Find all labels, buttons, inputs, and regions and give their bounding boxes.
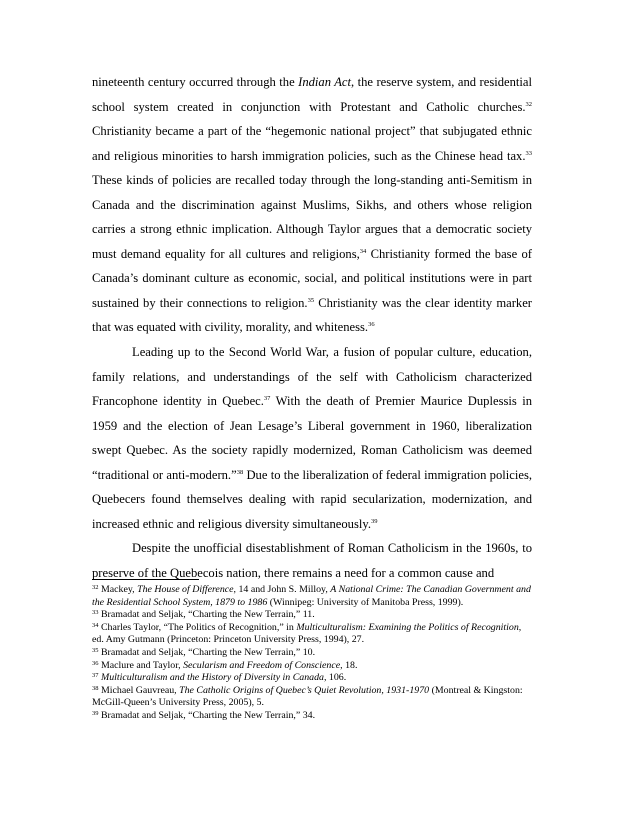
footnote-ref: 34	[92, 621, 99, 629]
footnote	[92, 647, 532, 660]
footnote-ref: 38	[236, 468, 244, 476]
paragraph	[92, 70, 532, 340]
text-run: (Montreal & Kingston: McGill-Queen’s University Press, 2005), 5.	[92, 684, 523, 709]
text-run: Mackey,	[98, 584, 138, 595]
footnote	[92, 584, 532, 609]
italic-text: Indian Act	[298, 75, 352, 89]
footnote-ref: 33	[92, 609, 99, 617]
footnote-ref: 39	[92, 709, 99, 717]
text-run: Despite the unofficial disestablishment of Roman Catholicism in the 1960s, to preserve of the Quebecois nation, there remains a need for a common cause and	[92, 541, 532, 580]
footnote	[92, 672, 532, 685]
footnote	[92, 685, 532, 710]
footnotes	[92, 584, 532, 723]
text-run: With the death of Premier Maurice Duplessis in 1959 and the election of Jean Lesage’s Liberal government in 1960, liberalization swept Quebec. As the society rapidly modernized, Roman Catholicism was deemed “traditional or anti-modern.”	[92, 394, 532, 482]
footnote-ref: 36	[92, 659, 99, 667]
footnote-ref: 35	[92, 646, 99, 654]
text-run: (Winnipeg: University of Manitoba Press, 1999).	[267, 596, 464, 608]
text-run: These kinds of policies are recalled today through the long-standing anti-Semitism in Canada and the discrimination against Muslims, Sikhs, and others whose religion carries a strong ethnic implication. Although Taylor argues that a democratic society must demand equality for all cultures and religions,	[92, 173, 532, 261]
paragraph	[92, 340, 532, 536]
footnote-ref: 32	[92, 584, 99, 591]
footnote-ref: 37	[263, 395, 271, 403]
footnote	[92, 710, 532, 723]
italic-text: Secularism and Freedom of Conscience	[183, 659, 341, 671]
text-run: Bramadat and Seljak, “Charting the New Terrain,” 10.	[98, 646, 316, 658]
footnote	[92, 622, 532, 647]
text-run: , ed. Amy Gutmann (Princeton: Princeton University Press, 1994), 27.	[92, 621, 522, 646]
text-run: Bramadat and Seljak, “Charting the New Terrain,” 34.	[98, 709, 316, 721]
text-run: , the reserve system, and residential school system created in conjunction with Protestant and Catholic churches.	[92, 75, 532, 114]
footnote-separator	[92, 579, 199, 580]
footnote	[92, 660, 532, 673]
footnote-ref: 37	[92, 672, 99, 680]
text-run: Due to the liberalization of federal immigration policies, Quebecers found themselves dealing with rapid secularization, modernization, and increased ethnic and religious diversity simultaneously.	[92, 467, 532, 531]
text-run: nineteenth century occurred through the	[92, 75, 299, 89]
text-run: , 18.	[340, 659, 358, 671]
footnote-ref: 34	[359, 247, 367, 255]
text-run: Christianity became a part of the “hegemonic national project” that subjugated ethnic and religious minorities to harsh immigration policies, such as the Chinese head tax.	[92, 124, 532, 163]
italic-text: A National Crime: The Canadian Government and the Residential School System, 1879 to 1986	[92, 584, 531, 608]
text-run: Christianity formed the base of Canada’s dominant culture as economic, social, and political institutions were in part sustained by their connections to religion.	[92, 246, 532, 310]
text-run: , 14 and John S. Milloy,	[233, 584, 331, 595]
text-run: Michael Gauvreau,	[98, 684, 180, 696]
footnote-ref: 33	[525, 149, 532, 157]
text-run: Charles Taylor, “The Politics of Recognition,” in	[98, 621, 297, 633]
text-run: Leading up to the Second World War, a fusion of popular culture, education, family relations, and understandings of the self with Catholicism characterized Francophone identity in Quebec.	[92, 345, 532, 409]
italic-text: Multiculturalism and the History of Diversity in Canada	[100, 672, 324, 684]
italic-text: The House of Difference	[137, 584, 234, 595]
body-text	[92, 70, 532, 585]
text-run: Christianity was the clear identity marker that was equated with civility, morality, and whiteness.	[92, 295, 532, 335]
footnote-ref: 35	[307, 296, 315, 304]
footnote-ref: 36	[368, 321, 375, 329]
footnote	[92, 609, 532, 622]
text-run: Maclure and Taylor,	[98, 659, 184, 671]
footnote-ref: 38	[92, 684, 99, 692]
italic-text: The Catholic Origins of Quebec’s Quiet Revolution, 1931-1970	[179, 684, 430, 696]
italic-text: Multiculturalism: Examining the Politics of Recognition	[296, 621, 519, 633]
footnote-ref: 39	[370, 517, 378, 525]
footnote-ref: 32	[525, 100, 532, 108]
text-run: Bramadat and Seljak, “Charting the New Terrain,” 11.	[98, 609, 315, 621]
text-run: , 106.	[323, 672, 347, 684]
